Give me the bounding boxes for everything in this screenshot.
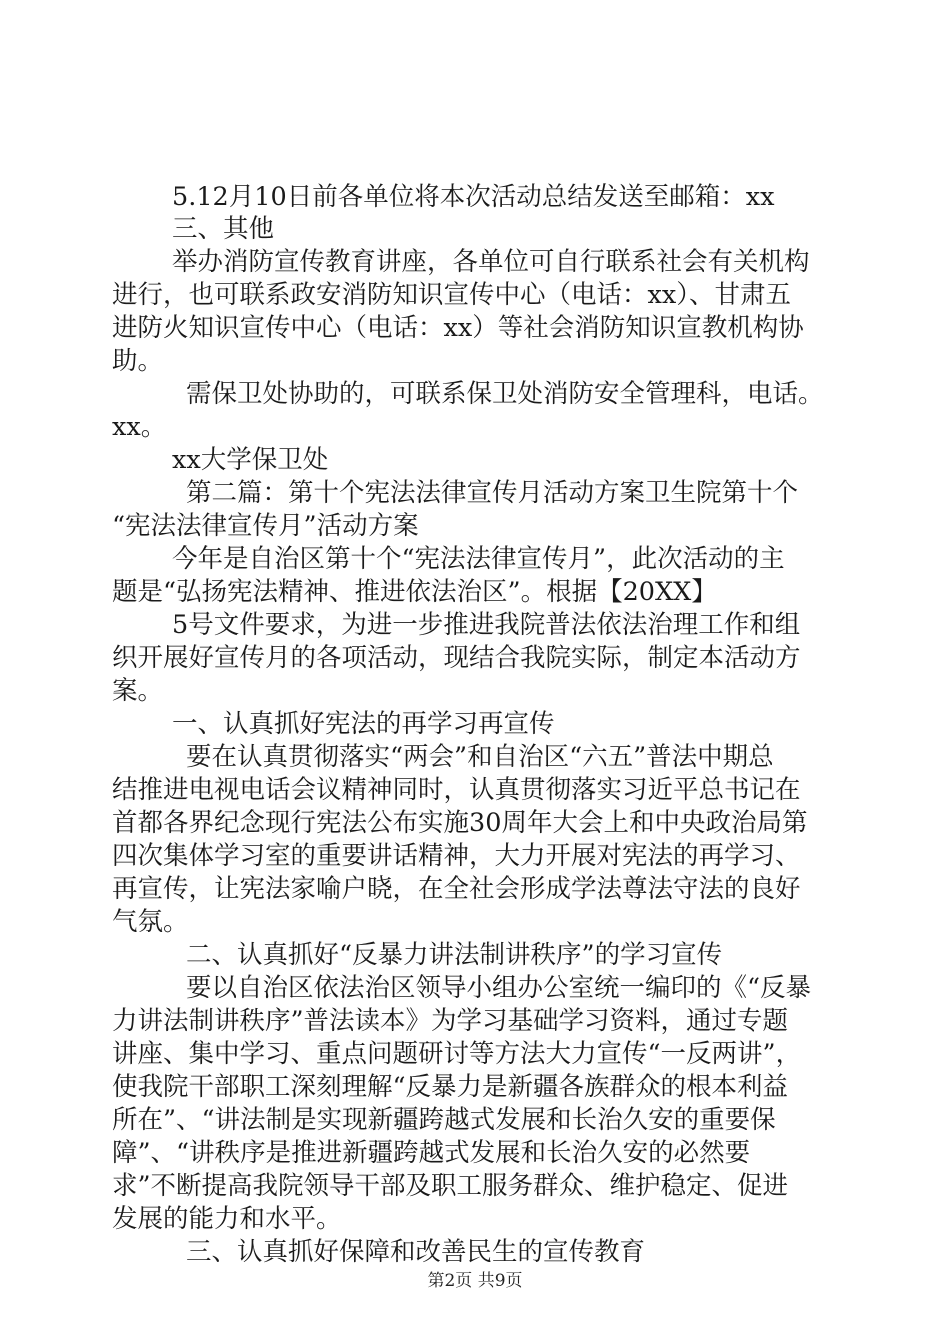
text-line: 第二篇：第十个宪法法律宣传月活动方案卫生院第十个 [186, 478, 799, 508]
text-line: 进行，也可联系政安消防知识宣传中心（电话：xx）、甘肃五 [112, 280, 792, 310]
text-line: 求”不断提高我院领导干部及职工服务群众、维护稳定、促进 [112, 1171, 789, 1201]
text-line: 再宣传，让宪法家喻户晓，在全社会形成学法尊法守法的良好 [112, 874, 801, 904]
text-line: 发展的能力和水平。 [112, 1204, 342, 1234]
text-line: 使我院干部职工深刻理解“反暴力是新疆各族群众的根本利益 [112, 1072, 789, 1102]
page-footer: 第2页 共9页 [427, 1271, 523, 1291]
text-line: 二、认真抓好“反暴力讲法制讲秩序”的学习宣传 [186, 940, 723, 970]
text-line: 案。 [112, 676, 164, 706]
text-line: 举办消防宣传教育讲座，各单位可自行联系社会有关机构 [172, 247, 810, 277]
text-line: 三、认真抓好保障和改善民生的宣传教育 [186, 1237, 646, 1267]
text-line: 助。 [112, 346, 164, 376]
text-line: 5.12月10日前各单位将本次活动总结发送至邮箱：xx [172, 182, 775, 212]
text-line: 首都各界纪念现行宪法公布实施30周年大会上和中央政治局第 [112, 808, 808, 838]
text-line: 力讲法制讲秩序”普法读本》为学习基础学习资料，通过专题 [112, 1006, 789, 1036]
text-line: 四次集体学习室的重要讲话精神，大力开展对宪法的再学习、 [112, 841, 801, 871]
text-line: 需保卫处协助的，可联系保卫处消防安全管理科，电话。 [186, 379, 824, 409]
text-line: 织开展好宣传月的各项活动，现结合我院实际，制定本活动方 [112, 643, 801, 673]
text-line: 一、认真抓好宪法的再学习再宣传 [172, 709, 555, 739]
text-line: 题是“弘扬宪法精神、推进依法治区”。根据【20XX】 [112, 577, 717, 607]
text-line: 障”、“讲秩序是推进新疆跨越式发展和长治久安的必然要 [112, 1138, 751, 1168]
text-line: xx大学保卫处 [172, 445, 329, 475]
text-line: 所在”、“讲法制是实现新疆跨越式发展和长治久安的重要保 [112, 1105, 776, 1135]
text-line: 气氛。 [112, 907, 189, 937]
text-line: 要在认真贯彻落实“两会”和自治区“六五”普法中期总 [186, 742, 774, 772]
text-line: 三、其他 [172, 214, 275, 244]
text-line: 5号文件要求，为进一步推进我院普法依法治理工作和组 [172, 610, 801, 640]
text-line: xx。 [112, 412, 167, 442]
text-line: 要以自治区依法治区领导小组办公室统一编印的《“反暴 [186, 973, 812, 1003]
text-line: 进防火知识宣传中心（电话：xx）等社会消防知识宣教机构协 [112, 313, 804, 343]
text-line: 讲座、集中学习、重点问题研讨等方法大力宣传“一反两讲”， [112, 1039, 802, 1069]
text-line: “宪法法律宣传月”活动方案 [112, 511, 419, 541]
text-line: 结推进电视电话会议精神同时，认真贯彻落实习近平总书记在 [112, 775, 801, 805]
text-line: 今年是自治区第十个“宪法法律宣传月”，此次活动的主 [172, 544, 785, 574]
